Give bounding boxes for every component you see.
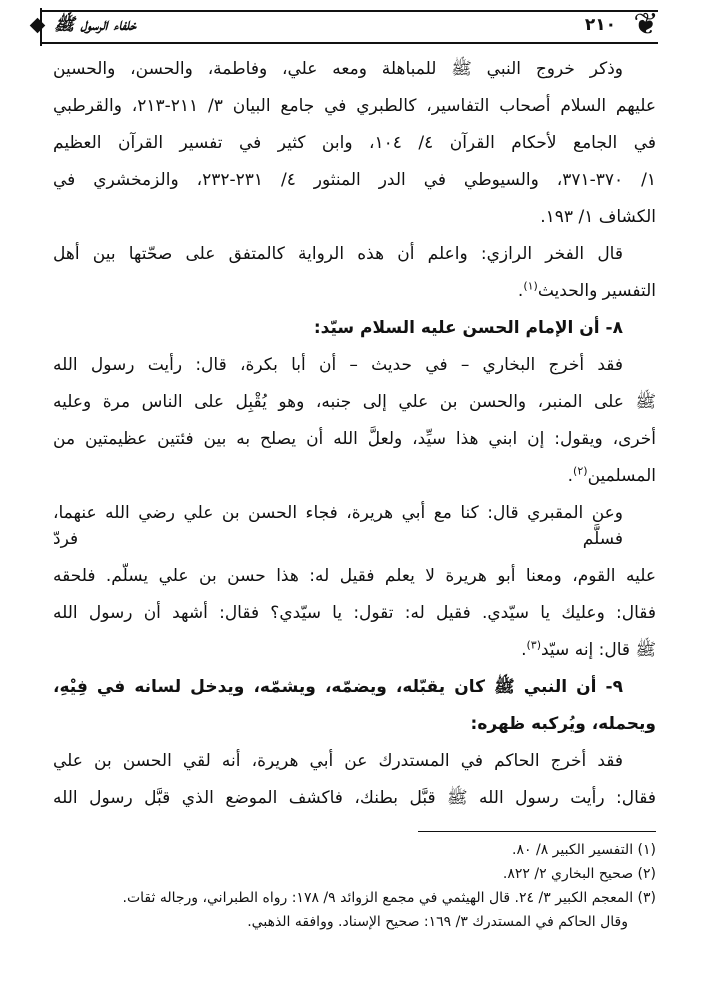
text-span: المسلمين — [587, 466, 656, 486]
text-line: المسلمين$^{(٢)}$. — [567, 464, 656, 486]
floral-ornament-icon: ❦ — [633, 7, 659, 42]
text-line: التفسير والحديث$^{(١)}$. — [517, 279, 656, 301]
text-line: ﷺ على المنبر، والحسن بن علي إلى جنبه، وهو يُقْبِل على الناس مرة وعليه — [53, 392, 656, 412]
section-heading: ويحمله، ويُركبه ظهره: — [470, 714, 656, 734]
section-heading: ٨- أن الإمام الحسن عليه السلام سيّد: — [313, 318, 623, 338]
footnote: (٢) صحيح البخاري ٢/ ٨٢٢. — [502, 866, 656, 882]
page-body — [53, 56, 656, 936]
text-line: ١/ ٣٧٠-٣٧١، والسيوطي في الدر المنثور ٤/ ٢٣١-٢٣٢، والزمخشري في — [53, 170, 656, 190]
footnotes — [53, 831, 656, 932]
text-line: ﷺ قال: إنه سيّد$^{(٣)}$. — [521, 638, 656, 660]
text-span: ﷺ قال: إنه سيّد — [541, 640, 656, 660]
footnote: (١) التفسير الكبير ٨/ ٨٠. — [512, 842, 656, 858]
footnote-ref[interactable]: (٣) — [526, 638, 541, 652]
diamond-ornament-icon — [30, 18, 46, 34]
text-line: عليه القوم، ومعنا أبو هريرة لا يعلم فقيل له: هذا حسن بن علي يسلّم. فلحقه — [53, 566, 656, 586]
text-span: التفسير والحديث — [537, 281, 656, 301]
text-line: فقال: رأيت رسول الله ﷺ قبَّل بطنك، فاكشف الموضع الذي قبَّل رسول الله — [53, 788, 656, 808]
text-line: الكشاف ١/ ١٩٣. — [540, 207, 656, 227]
text-line: أخرى، ويقول: إن ابني هذا سيِّد، ولعلَّ الله أن يصلح به بين فئتين عظيمتين من — [53, 429, 656, 449]
book-title: خلفاء الرسول ﷺ — [54, 15, 137, 35]
running-header — [40, 7, 659, 44]
text-line: فقد أخرج الحاكم في المستدرك عن أبي هريرة، أنه لقي الحسن بن علي — [53, 751, 623, 771]
footnote: وقال الحاكم في المستدرك ٣/ ١٦٩: صحيح الإسناد. ووافقه الذهبي. — [247, 914, 628, 930]
footnote-ref[interactable]: (١) — [523, 279, 538, 293]
text-line: وذكر خروج النبي ﷺ للمباهلة ومعه علي، وفاطمة، والحسن، والحسين — [53, 59, 623, 79]
footnote-ref[interactable]: (٢) — [573, 464, 588, 478]
section-heading: ٩- أن النبي ﷺ كان يقبّله، ويضمّه، ويشمّه، ويدخل لسانه في فِيْهِ، — [53, 677, 623, 697]
text-line: قال الفخر الرازي: واعلم أن هذه الرواية كالمتفق على صحّتها بين أهل — [53, 244, 623, 264]
text-line: عليهم السلام أصحاب التفاسير، كالطبري في جامع البيان ٣/ ٢١١-٢١٣، والقرطبي — [53, 96, 656, 116]
text-line: وعن المقبري قال: كنا مع أبي هريرة، فجاء الحسن بن علي رضي الله عنهما، فسلَّم فردّ — [53, 503, 623, 549]
footnote: (٣) المعجم الكبير ٣/ ٢٤. قال الهيثمي في مجمع الزوائد ٩/ ١٧٨: رواه الطبراني، ورجاله ثقات. — [122, 890, 656, 906]
page-number: ٢١٠ — [584, 15, 616, 35]
footnote-separator — [418, 831, 656, 832]
text-line: فقال: وعليك يا سيّدي. فقيل له: تقول: يا سيّدي؟ فقال: أشهد أن رسول الله — [53, 603, 656, 623]
text-line: في الجامع لأحكام القرآن ٤/ ١٠٤، وابن كثير في تفسير القرآن العظيم — [53, 133, 656, 153]
text-line: فقد أخرج البخاري – في حديث – أن أبا بكرة، قال: رأيت رسول الله — [53, 355, 623, 375]
